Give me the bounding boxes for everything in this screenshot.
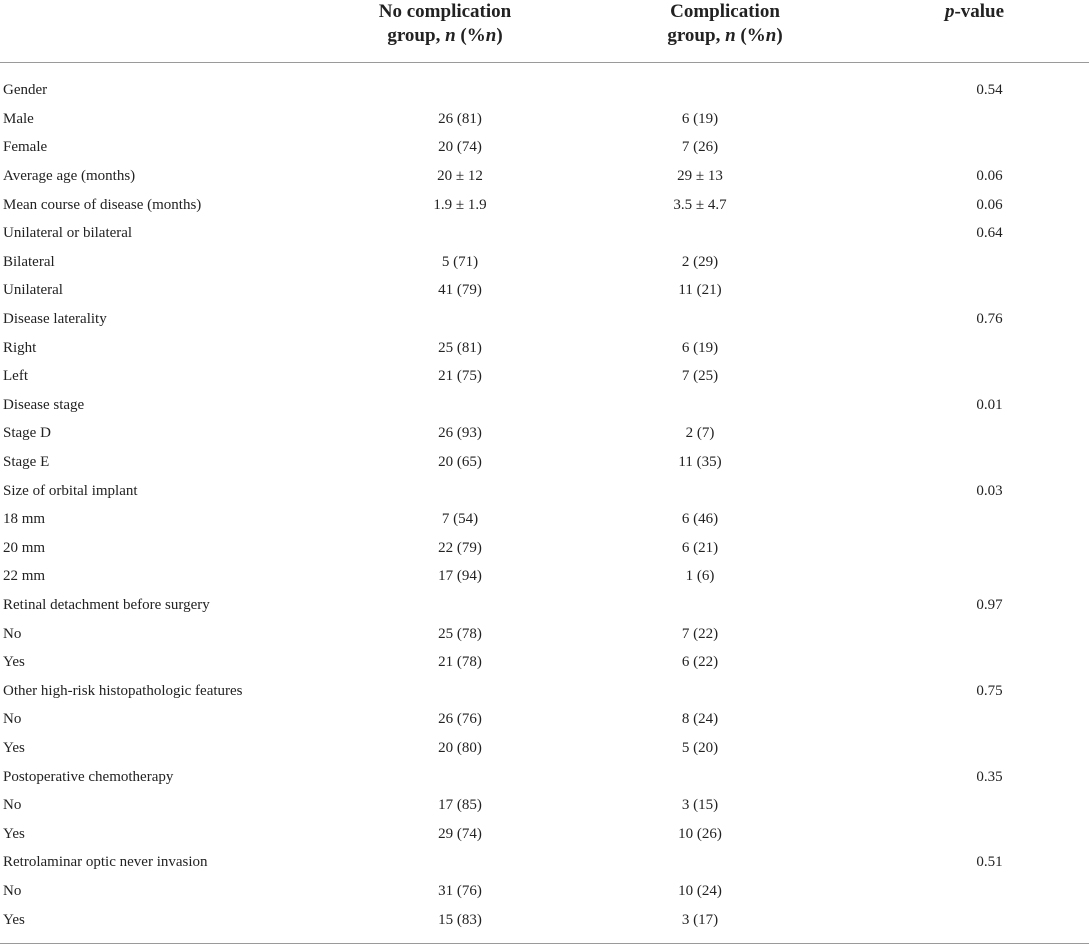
- p-value-cell: 0.54: [976, 82, 1003, 99]
- row-label-cell: 18 mm: [3, 511, 46, 528]
- p-value-cell: 0.01: [976, 396, 1003, 413]
- header-no-complication-n2: n: [485, 25, 497, 46]
- complication-value-cell: 6 (22): [681, 654, 719, 671]
- no-complication-value-cell: 7 (54): [441, 511, 479, 528]
- complication-value-cell: 3 (15): [681, 797, 719, 814]
- header-p-suffix: -value: [954, 1, 1005, 22]
- header-complication-group: [590, 0, 850, 62]
- complication-value-cell: 10 (26): [678, 825, 722, 842]
- no-complication-value-cell: 26 (93): [438, 425, 482, 442]
- no-complication-value-cell: 20 (80): [438, 739, 482, 756]
- row-label-cell: Unilateral: [3, 282, 63, 299]
- header-complication-n2: n: [765, 25, 777, 46]
- complication-value-cell: [590, 305, 850, 334]
- complication-value-cell: 5 (20): [681, 739, 719, 756]
- no-complication-value-cell: [300, 849, 590, 878]
- row-label-cell: Yes: [3, 739, 25, 756]
- row-label-cell: Retrolaminar optic never invasion: [3, 854, 208, 871]
- complication-value-cell: 2 (29): [681, 253, 719, 270]
- complication-value-cell: 6 (19): [681, 339, 719, 356]
- table-row: [0, 391, 1089, 420]
- p-value-cell: [850, 505, 1089, 534]
- no-complication-value-cell: [300, 677, 590, 706]
- p-value-cell: [850, 248, 1089, 277]
- no-complication-value-cell: 1.9 ± 1.9: [433, 196, 487, 213]
- table-row: [0, 305, 1089, 334]
- complication-value-cell: [590, 591, 850, 620]
- table-row: [0, 734, 1089, 763]
- no-complication-value-cell: 17 (94): [438, 568, 482, 585]
- complication-value-cell: 7 (26): [681, 139, 719, 156]
- table-row: [0, 763, 1089, 792]
- header-no-complication-mid: (%: [455, 25, 486, 46]
- header-complication-line1: Complication: [670, 1, 780, 22]
- row-label-cell: Female: [3, 139, 48, 156]
- table-row: [0, 620, 1089, 649]
- complication-value-cell: [590, 849, 850, 878]
- table-row: [0, 849, 1089, 878]
- table-row: [0, 791, 1089, 820]
- p-value-cell: [850, 734, 1089, 763]
- row-label-cell: Right: [3, 339, 37, 356]
- p-value-cell: [850, 534, 1089, 563]
- complication-value-cell: 3 (17): [681, 911, 719, 928]
- table-row: [0, 162, 1089, 191]
- no-complication-value-cell: 31 (76): [438, 882, 482, 899]
- no-complication-value-cell: [300, 62, 590, 105]
- header-p-italic: p: [944, 1, 955, 22]
- no-complication-value-cell: 15 (83): [438, 911, 482, 928]
- no-complication-value-cell: 20 (74): [438, 139, 482, 156]
- p-value-cell: [850, 277, 1089, 306]
- complication-value-cell: [590, 763, 850, 792]
- p-value-cell: [850, 906, 1089, 935]
- row-label-cell: Mean course of disease (months): [3, 196, 202, 213]
- header-no-complication-suffix: ): [496, 25, 503, 46]
- row-label-cell: Male: [3, 110, 34, 127]
- table-row: [0, 648, 1089, 677]
- no-complication-value-cell: 25 (78): [438, 625, 482, 642]
- complication-value-cell: [590, 62, 850, 105]
- row-label-cell: 22 mm: [3, 568, 46, 585]
- row-label-cell: Yes: [3, 825, 25, 842]
- complication-value-cell: [590, 219, 850, 248]
- p-value-cell: [850, 105, 1089, 134]
- table-row: [0, 534, 1089, 563]
- complication-value-cell: [590, 477, 850, 506]
- p-value-cell: 0.51: [976, 854, 1003, 871]
- p-value-cell: [850, 791, 1089, 820]
- row-label-cell: Stage E: [3, 454, 50, 471]
- complication-value-cell: 6 (46): [681, 511, 719, 528]
- row-label-cell: Average age (months): [3, 168, 136, 185]
- p-value-cell: [850, 563, 1089, 592]
- table-row: [0, 420, 1089, 449]
- no-complication-value-cell: 25 (81): [438, 339, 482, 356]
- row-label-cell: Gender: [3, 82, 48, 99]
- table-row: [0, 477, 1089, 506]
- table-row: [0, 105, 1089, 134]
- header-label-cell: [0, 0, 300, 62]
- table-row: [0, 591, 1089, 620]
- row-label-cell: Postoperative chemotherapy: [3, 768, 174, 785]
- no-complication-value-cell: 22 (79): [438, 539, 482, 556]
- no-complication-value-cell: [300, 591, 590, 620]
- row-label-cell: Disease stage: [3, 396, 85, 413]
- table-row: [0, 191, 1089, 220]
- table-row: [0, 677, 1089, 706]
- header-p-value: [850, 0, 1089, 62]
- no-complication-value-cell: 26 (76): [438, 711, 482, 728]
- row-label-cell: No: [3, 797, 22, 814]
- table-row: [0, 134, 1089, 163]
- complication-value-cell: 11 (35): [678, 454, 722, 471]
- p-value-cell: 0.35: [976, 768, 1003, 785]
- header-no-complication-prefix: group,: [387, 25, 446, 46]
- p-value-cell: [850, 420, 1089, 449]
- no-complication-value-cell: 17 (85): [438, 797, 482, 814]
- complication-value-cell: [590, 677, 850, 706]
- p-value-cell: [850, 362, 1089, 391]
- row-label-cell: No: [3, 711, 22, 728]
- table-body: [0, 62, 1089, 934]
- row-label-cell: No: [3, 882, 22, 899]
- complication-value-cell: 2 (7): [685, 425, 715, 442]
- p-value-cell: [850, 648, 1089, 677]
- no-complication-value-cell: [300, 763, 590, 792]
- no-complication-value-cell: 29 (74): [438, 825, 482, 842]
- p-value-cell: [850, 448, 1089, 477]
- table-row: [0, 248, 1089, 277]
- row-label-cell: Left: [3, 368, 28, 385]
- no-complication-value-cell: 20 (65): [438, 454, 482, 471]
- complication-value-cell: 7 (22): [681, 625, 719, 642]
- table-row: [0, 277, 1089, 306]
- no-complication-value-cell: 21 (78): [438, 654, 482, 671]
- table-row: [0, 334, 1089, 363]
- table-row: [0, 820, 1089, 849]
- p-value-cell: [850, 706, 1089, 735]
- header-complication-mid: (%: [735, 25, 766, 46]
- table-row: [0, 219, 1089, 248]
- complication-value-cell: 11 (21): [678, 282, 722, 299]
- p-value-cell: 0.76: [976, 311, 1003, 328]
- no-complication-value-cell: 41 (79): [438, 282, 482, 299]
- complication-value-cell: 6 (21): [681, 539, 719, 556]
- p-value-cell: 0.06: [976, 196, 1003, 213]
- header-complication-prefix: group,: [667, 25, 726, 46]
- p-value-cell: [850, 620, 1089, 649]
- p-value-cell: [850, 134, 1089, 163]
- complication-value-cell: 8 (24): [681, 711, 719, 728]
- p-value-cell: 0.97: [976, 596, 1003, 613]
- p-value-cell: 0.06: [976, 168, 1003, 185]
- row-label-cell: Yes: [3, 911, 25, 928]
- complication-value-cell: 1 (6): [685, 568, 715, 585]
- header-no-complication-n: n: [445, 25, 456, 46]
- no-complication-value-cell: [300, 219, 590, 248]
- p-value-cell: [850, 334, 1089, 363]
- table-row: [0, 877, 1089, 906]
- complication-value-cell: 7 (25): [681, 368, 719, 385]
- complication-value-cell: [590, 391, 850, 420]
- row-label-cell: Disease laterality: [3, 311, 107, 328]
- row-label-cell: Other high-risk histopathologic features: [3, 682, 243, 699]
- table-row: [0, 563, 1089, 592]
- table-row: [0, 362, 1089, 391]
- no-complication-value-cell: 21 (75): [438, 368, 482, 385]
- complication-value-cell: 6 (19): [681, 110, 719, 127]
- row-label-cell: Retinal detachment before surgery: [3, 596, 210, 613]
- no-complication-value-cell: 26 (81): [438, 110, 482, 127]
- p-value-cell: 0.03: [976, 482, 1003, 499]
- row-label-cell: Stage D: [3, 425, 51, 442]
- complication-value-cell: 10 (24): [678, 882, 722, 899]
- row-label-cell: Size of orbital implant: [3, 482, 138, 499]
- row-label-cell: No: [3, 625, 22, 642]
- table-row: [0, 505, 1089, 534]
- header-complication-n: n: [725, 25, 736, 46]
- table-header: [0, 0, 1089, 62]
- no-complication-value-cell: 5 (71): [441, 253, 479, 270]
- p-value-cell: [850, 820, 1089, 849]
- header-row: [0, 0, 1089, 62]
- no-complication-value-cell: [300, 305, 590, 334]
- no-complication-value-cell: [300, 391, 590, 420]
- p-value-cell: 0.75: [976, 682, 1003, 699]
- no-complication-value-cell: 20 ± 12: [437, 168, 483, 185]
- table-row: [0, 448, 1089, 477]
- row-label-cell: Bilateral: [3, 253, 55, 270]
- no-complication-value-cell: [300, 477, 590, 506]
- table-row: [0, 62, 1089, 105]
- complication-value-cell: 29 ± 13: [677, 168, 723, 185]
- row-label-cell: Unilateral or bilateral: [3, 225, 133, 242]
- p-value-cell: 0.64: [976, 225, 1003, 242]
- table-row: [0, 906, 1089, 935]
- p-value-cell: [850, 877, 1089, 906]
- header-no-complication-line1: No complication: [378, 1, 512, 22]
- header-no-complication-group: [300, 0, 590, 62]
- row-label-cell: Yes: [3, 654, 25, 671]
- table-row: [0, 706, 1089, 735]
- bottom-divider: [0, 943, 1089, 944]
- row-label-cell: 20 mm: [3, 539, 46, 556]
- header-complication-suffix: ): [776, 25, 783, 46]
- complication-value-cell: 3.5 ± 4.7: [673, 196, 727, 213]
